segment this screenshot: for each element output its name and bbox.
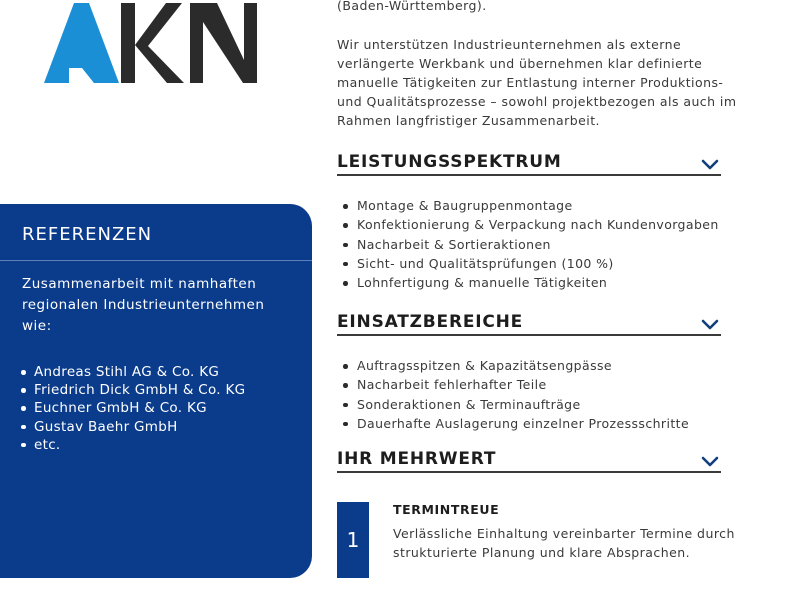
list-item: etc. bbox=[34, 436, 245, 454]
list-item: Andreas Stihl AG & Co. KG bbox=[34, 363, 245, 381]
section-title: EINSATZBEREICHE bbox=[337, 312, 524, 332]
list-item: Gustav Baehr GmbH bbox=[34, 418, 245, 436]
list-item: Friedrich Dick GmbH & Co. KG bbox=[34, 382, 246, 399]
section-title: IHR MEHRWERT bbox=[337, 449, 497, 469]
list-item: Sonderaktionen & Terminaufträge bbox=[357, 395, 689, 414]
akn-logo-graphic bbox=[44, 0, 259, 86]
section-ihr-mehrwert-header[interactable] bbox=[337, 449, 721, 473]
list-item: Nacharbeit fehlerhafter Teile bbox=[357, 375, 689, 394]
section-einsatzbereiche-header[interactable] bbox=[337, 312, 721, 336]
section-leistungsspektrum-header[interactable] bbox=[337, 152, 721, 176]
value-title: TERMINTREUE bbox=[393, 502, 500, 517]
section-title: LEISTUNGSSPEKTRUM bbox=[337, 152, 562, 172]
list-item: Sicht- und Qualitätsprüfungen (100 %) bbox=[357, 254, 719, 273]
leistungsspektrum-list bbox=[357, 196, 719, 292]
einsatzbereiche-list bbox=[357, 356, 689, 433]
chevron-down-icon[interactable] bbox=[701, 159, 719, 171]
list-item: Montage & Baugruppenmontage bbox=[357, 196, 719, 215]
references-intro: Zusammenarbeit mit namhaften regionalen Industrieunternehmen wie: bbox=[22, 276, 265, 334]
value-description: Verlässliche Einhaltung vereinbarter Termine durch strukturierte Planung und klare Absprachen. bbox=[393, 526, 735, 560]
value-number-badge: 1 bbox=[337, 502, 369, 578]
list-item: Lohnfertigung & manuelle Tätigkeiten bbox=[357, 273, 719, 292]
list-item: Konfektionierung & Verpackung nach Kundenvorgaben bbox=[357, 215, 719, 234]
list-item: Nacharbeit & Sortieraktionen bbox=[357, 235, 719, 254]
references-card bbox=[0, 204, 312, 578]
list-item: Euchner GmbH & Co. KG bbox=[34, 399, 245, 417]
list-item: Auftragsspitzen & Kapazitätsengpässe bbox=[357, 356, 689, 375]
list-item: Dauerhafte Auslagerung einzelner Prozessschritte bbox=[357, 414, 689, 433]
akn-logo bbox=[44, 0, 259, 86]
chevron-down-icon[interactable] bbox=[701, 319, 719, 331]
references-list bbox=[34, 363, 245, 454]
references-title: REFERENZEN bbox=[22, 224, 153, 245]
intro-region: (Baden-Württemberg). bbox=[337, 0, 487, 13]
references-divider bbox=[0, 260, 312, 261]
intro-paragraph: Wir unterstützen Industrieunternehmen als externe verlängerte Werkbank und übernehmen klar definierte manuelle Tätigkeiten zur Entlastung interner Produktions- und Qualitätsprozesse – sowohl projektbezogen als auch im Rahmen langfristiger Zusammenarbeit. bbox=[337, 37, 737, 128]
chevron-down-icon[interactable] bbox=[701, 456, 719, 468]
